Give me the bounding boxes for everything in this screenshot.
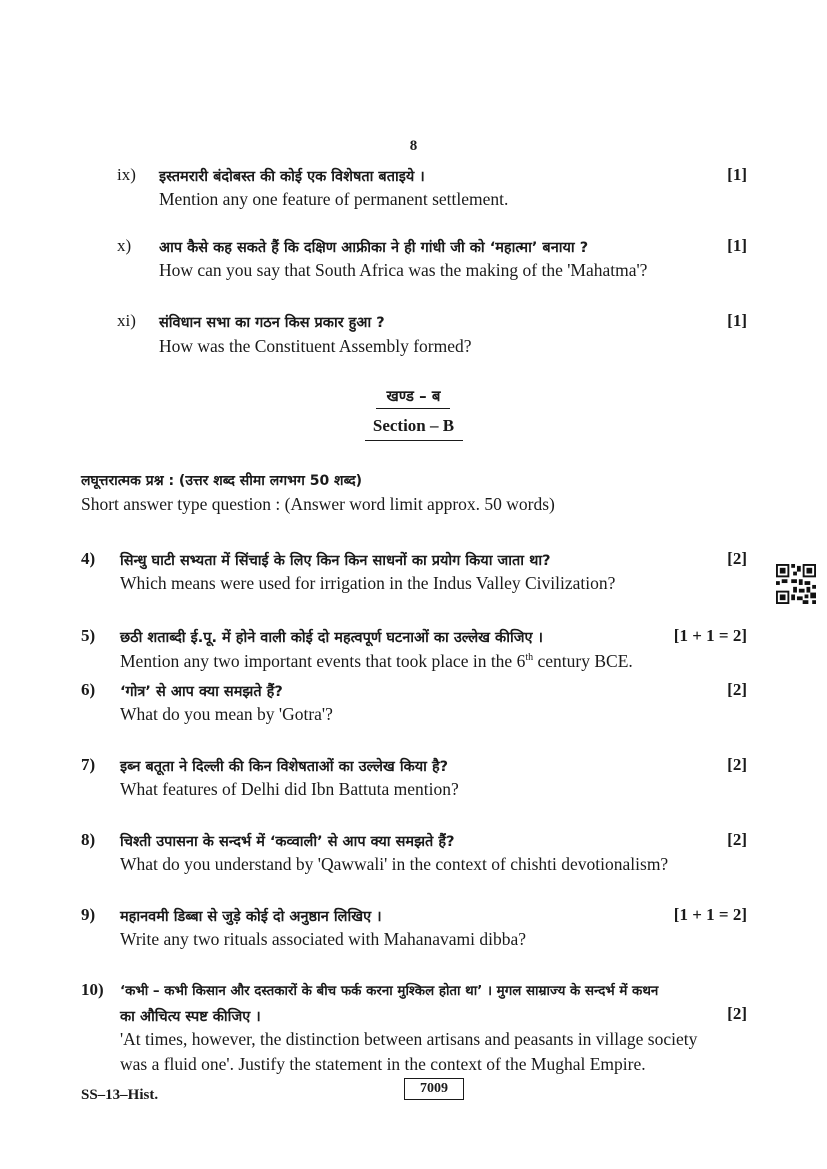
question-marks: [2]: [727, 830, 747, 849]
question-english: What features of Delhi did Ibn Battuta mention?: [120, 779, 459, 799]
question-number: x): [117, 236, 132, 255]
question-hindi: चिश्ती उपासना के सन्दर्भ में ‘कव्वाली’ से आप क्या समझते हैं?: [120, 834, 455, 850]
question-marks: [2]: [727, 549, 747, 568]
question-marks: [1 + 1 = 2]: [673, 905, 747, 924]
question-number: ix): [117, 165, 136, 184]
question-marks: [1]: [727, 236, 747, 255]
section-heading-hindi: खण्ड – ब: [386, 387, 441, 405]
question-hindi: ‘कभी – कभी किसान और दस्तकारों के बीच फर्क करना मुश्किल होता था’ । मुगल साम्राज्य के सन्दर्भ में कथन: [120, 984, 659, 999]
question-number: xi): [117, 311, 136, 330]
question-english: Mention any one feature of permanent settlement.: [159, 189, 509, 209]
question-english: Which means were used for irrigation in the Indus Valley Civilization?: [120, 573, 616, 593]
question-english: 'At times, however, the distinction between artisans and peasants in village society: [120, 1029, 698, 1049]
page-code-box: 7009: [404, 1078, 464, 1100]
question-number: 6): [81, 680, 96, 699]
section-underline: [365, 440, 463, 441]
question-marks: [2]: [727, 755, 747, 774]
question-hindi: इब्न बतूता ने दिल्ली की किन विशेषताओं का उल्लेख किया है?: [120, 759, 449, 775]
question-marks: [1]: [727, 165, 747, 184]
question-english: What do you mean by 'Gotra'?: [120, 704, 333, 724]
question-number: 10): [81, 980, 104, 999]
question-english: was a fluid one'. Justify the statement in the context of the Mughal Empire.: [120, 1054, 646, 1074]
question-number: 5): [81, 626, 96, 645]
question-hindi: सिन्धु घाटी सभ्यता में सिंचाई के लिए किन किन साधनों का प्रयोग किया जाता था?: [120, 553, 551, 569]
question-hindi: महानवमी डिब्बा से जुड़े कोई दो अनुष्ठान लिखिए ।: [120, 909, 382, 925]
question-hindi: ‘गोत्र’ से आप क्या समझते हैं?: [120, 684, 283, 700]
section-heading-english: Section – B: [372, 416, 455, 435]
question-number: 9): [81, 905, 96, 924]
paper-code-footer: SS–13–Hist.: [81, 1087, 159, 1103]
qr-code-icon: [776, 564, 816, 604]
instruction-hindi: लघूत्तरात्मक प्रश्न : (उत्तर शब्द सीमा लगभग 50 शब्द): [81, 473, 363, 489]
question-number: 8): [81, 830, 96, 849]
page-number: 8: [409, 138, 418, 154]
question-hindi: संविधान सभा का गठन किस प्रकार हुआ ?: [159, 315, 385, 331]
question-marks: [2]: [727, 1004, 747, 1023]
question-english: What do you understand by 'Qawwali' in the context of chishti devotionalism?: [120, 854, 669, 874]
question-marks: [2]: [727, 680, 747, 699]
question-english: How was the Constituent Assembly formed?: [159, 336, 472, 356]
question-hindi: आप कैसे कह सकते हैं कि दक्षिण आफ्रीका ने ही गांधी जी को ‘महात्मा’ बनाया ?: [159, 240, 589, 256]
question-english: Mention any two important events that took place in the 6th century BCE.: [120, 651, 633, 671]
question-hindi: का औचित्य स्पष्ट कीजिए ।: [120, 1009, 261, 1025]
question-english: Write any two rituals associated with Mahanavami dibba?: [120, 929, 527, 949]
question-hindi: इस्तमरारी बंदोबस्त की कोई एक विशेषता बताइये ।: [159, 169, 425, 185]
question-marks: [1]: [727, 311, 747, 330]
question-number: 4): [81, 549, 96, 568]
question-english: How can you say that South Africa was the making of the 'Mahatma'?: [159, 260, 648, 280]
question-hindi: छठी शताब्दी ई.पू. में होने वाली कोई दो महत्वपूर्ण घटनाओं का उल्लेख कीजिए ।: [120, 630, 544, 646]
question-number: 7): [81, 755, 96, 774]
instruction-english: Short answer type question : (Answer word limit approx. 50 words): [81, 494, 555, 514]
question-marks: [1 + 1 = 2]: [673, 626, 747, 645]
section-underline: [376, 408, 450, 409]
